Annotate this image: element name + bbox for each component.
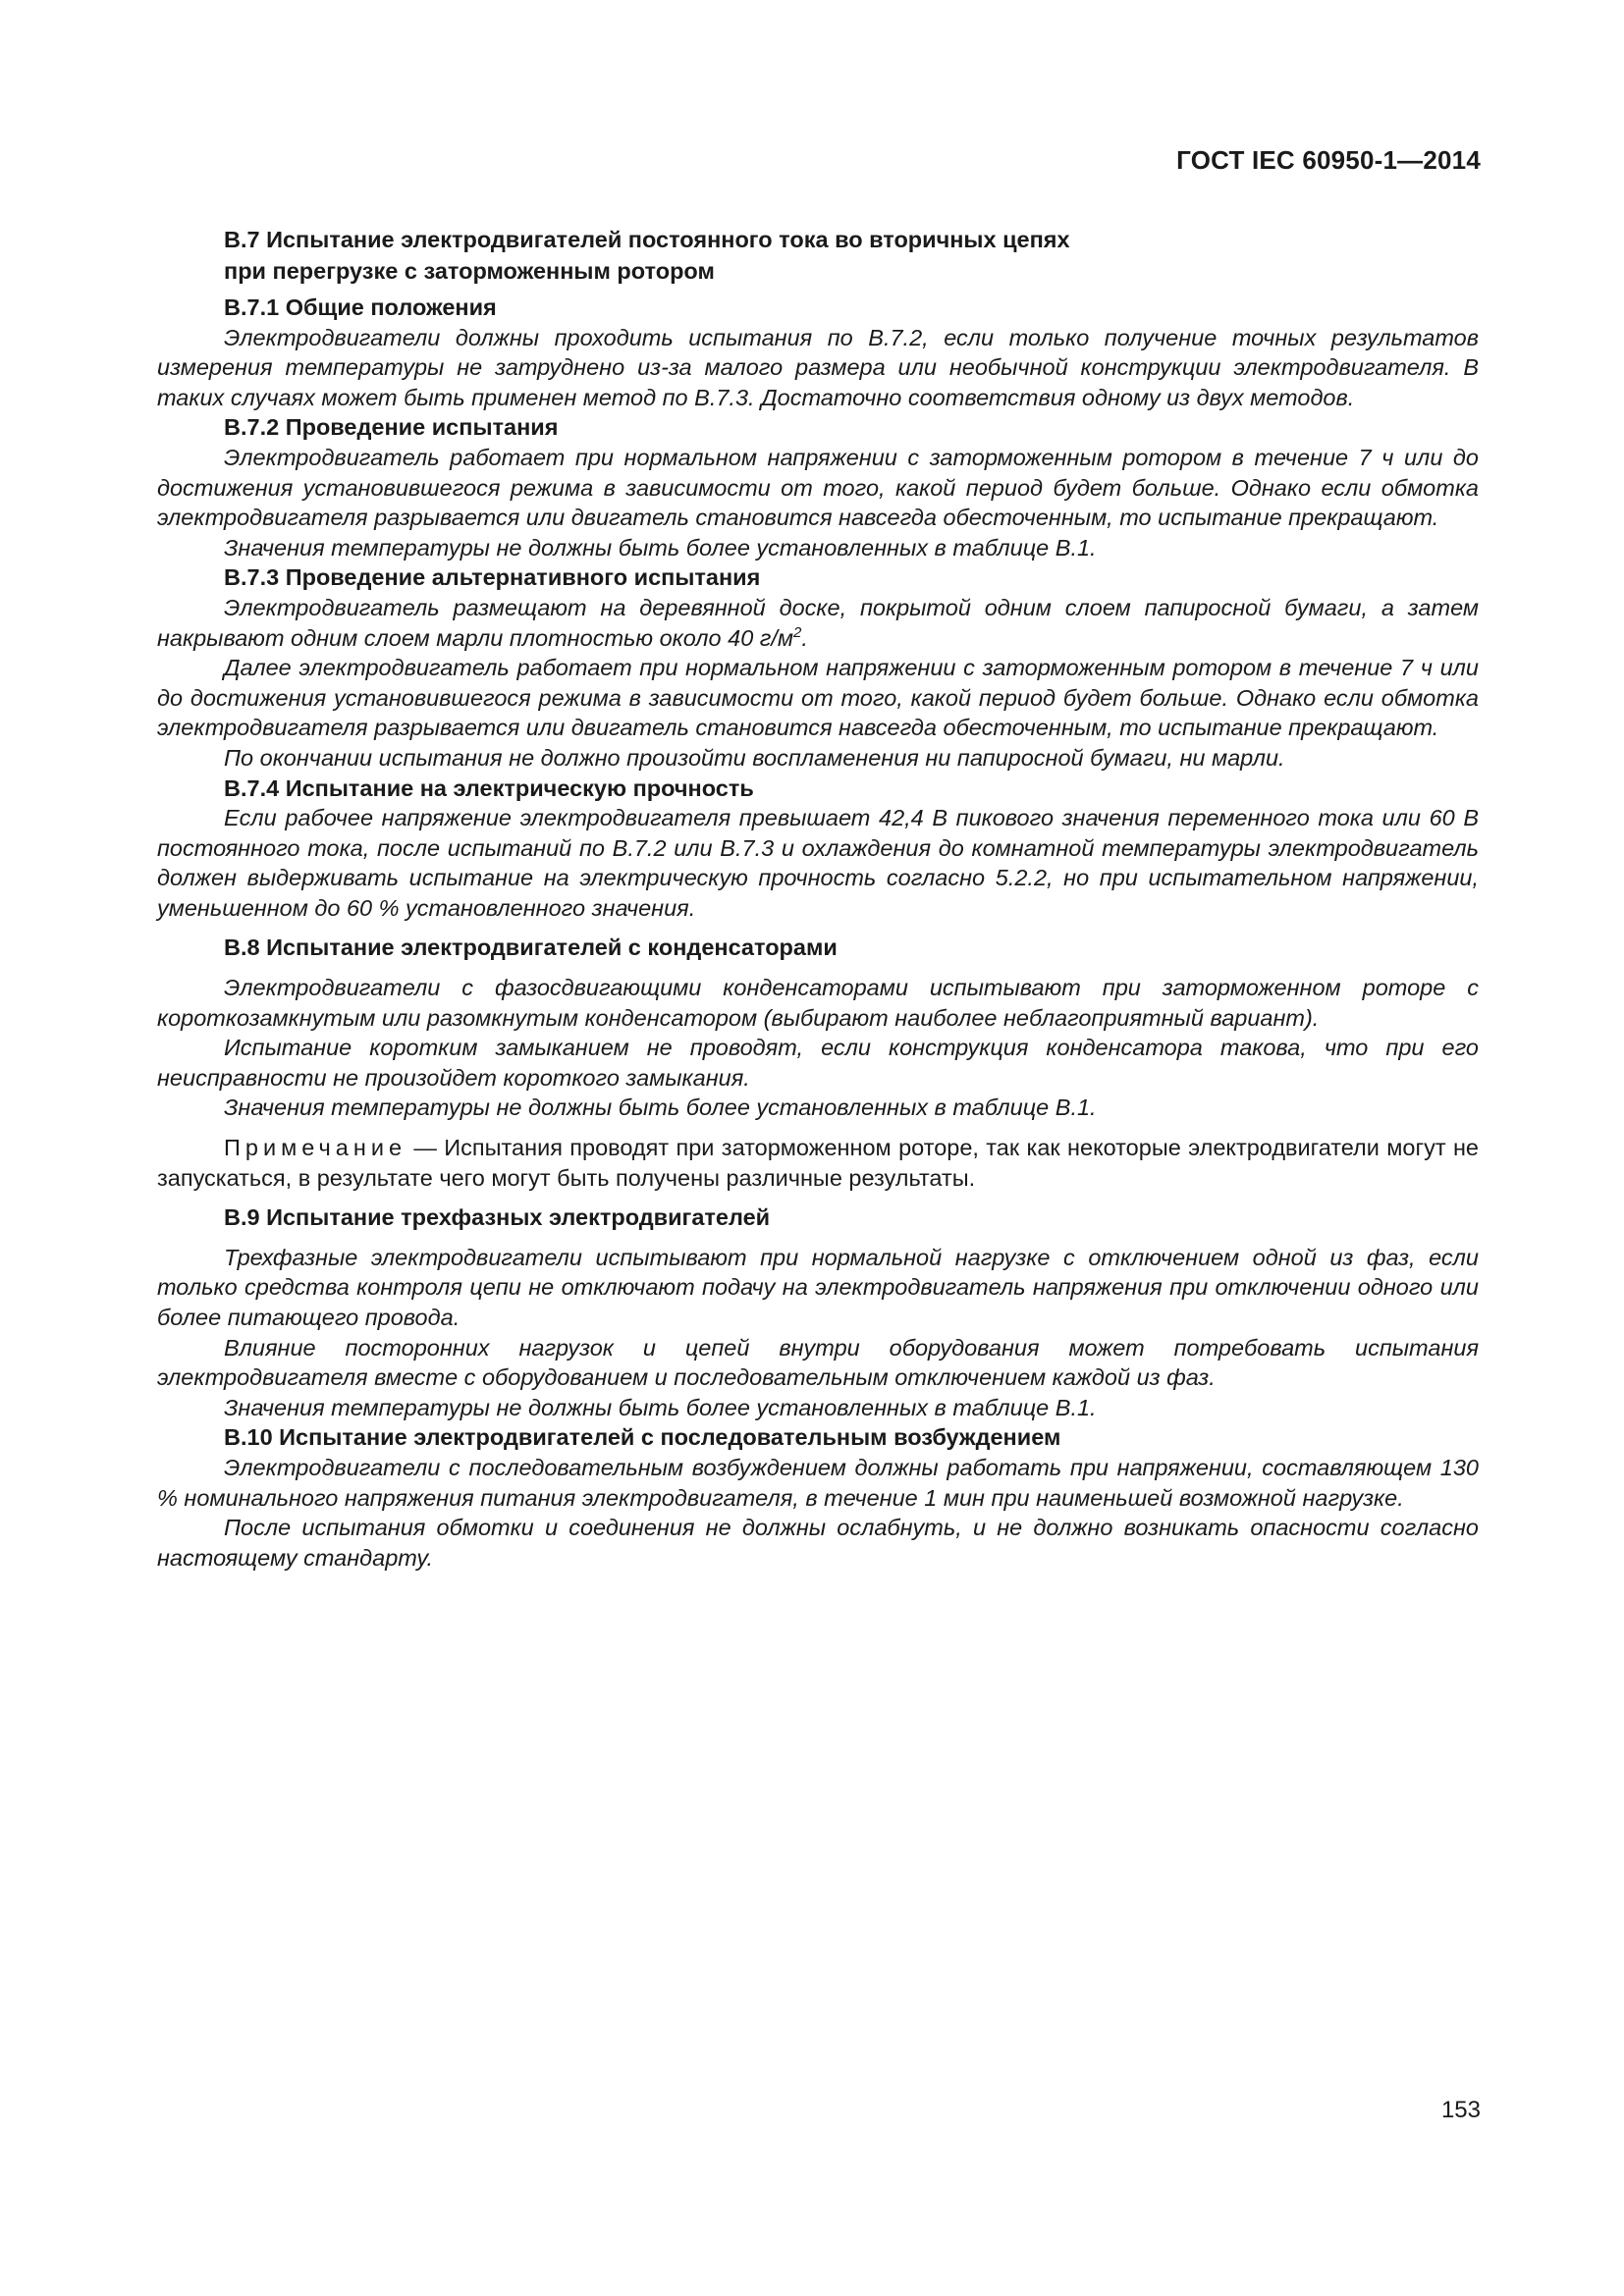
section-b8-paragraph-3: Значения температуры не должны быть более установленных в таблице В.1. <box>224 1095 1097 1121</box>
subsection-b7-3-paragraph-1 <box>157 593 1479 653</box>
section-b9-paragraph-1: Трехфазные электродвигатели испытывают при нормальной нагрузке с отключением одной из фаз, если только средства контроля цепи не отключают подачу на электродвигатель напряжения при отключении одного или более питающего провода. <box>157 1244 1479 1330</box>
section-b10-paragraph-1: Электродвигатели с последовательным возбуждением должны работать при напряжении, составляющем 130 % номинального напряжения питания электродвигателя, в течение 1 мин при наименьшей возможной нагрузке. <box>157 1454 1479 1511</box>
subsection-b7-2-paragraph-1: Электродвигатель работает при нормальном напряжении с заторможенным ротором в течение 7 ч или до достижения установившегося режима в зависимости от того, какой период будет больше. Однако если обмотка электродвигателя разрывается или двигатель становится навсегда обесточенным, то испытание прекращают. <box>157 444 1479 531</box>
section-b9-title: В.9 Испытание трехфазных электродвигателей <box>224 1204 771 1231</box>
page-number: 153 <box>1440 2097 1481 2123</box>
subsection-b7-2-title: В.7.2 Проведение испытания <box>224 414 559 441</box>
section-b8-paragraph-2: Испытание коротким замыканием не проводят, если конструкция конденсатора такова, что при его неисправности не произойдет короткого замыкания. <box>157 1035 1479 1091</box>
note-text: — Испытания проводят при заторможенном роторе, так как некоторые электродвигатели могут не запускаться, в результате чего могут быть получены различные результаты. <box>157 1135 1479 1191</box>
section-b7-title-line1: В.7 Испытание электродвигателей постоянного тока во вторичных цепях <box>224 227 1070 252</box>
document-body <box>157 224 1479 1573</box>
section-b8-note <box>157 1133 1479 1193</box>
section-b7-title <box>224 224 1479 287</box>
subsection-b7-1-title: В.7.1 Общие положения <box>224 294 497 320</box>
section-b7-title-line2: при перегрузке с заторможенным ротором <box>224 258 715 284</box>
paragraph-text: Электродвигатель размещают на деревянной доске, покрытой одним слоем папиросной бумаги, а затем накрывают одним слоем марли плотностью около 40 г/м <box>157 594 1479 651</box>
subsection-b7-1-paragraph-1: Электродвигатели должны проходить испытания по В.7.2, если только получение точных результатов измерения температуры не затруднено из-за малого размера или необычной конструкции электродвигателя. В таких случаях может быть применен метод по В.7.3. Достаточно соответствия одному из двух методов. <box>157 324 1479 410</box>
note-label: Примечание <box>224 1135 407 1161</box>
section-b10-paragraph-2: После испытания обмотки и соединения не должны ослабнуть, и не должно возникать опасности согласно настоящему стандарту. <box>157 1515 1479 1571</box>
subsection-b7-3-paragraph-2: Далее электродвигатель работает при нормальном напряжении с заторможенным ротором в течение 7 ч или до достижения установившегося режима в зависимости от того, какой период будет больше. Однако если обмотка электродвигателя разрывается или двигатель становится навсегда обесточенным, то испытание прекращают. <box>157 655 1479 741</box>
section-b10-title: В.10 Испытание электродвигателей с последовательным возбуждением <box>224 1424 1061 1451</box>
subsection-b7-4-paragraph-1: Если рабочее напряжение электродвигателя превышает 42,4 В пикового значения переменного тока или 60 В постоянного тока, после испытаний по В.7.2 или В.7.3 и охлаждения до комнатной температуры электродвигатель должен выдерживать испытание на электрическую прочность согласно 5.2.2, но при испытательном напряжении, уменьшенном до 60 % установленного значения. <box>157 805 1479 921</box>
subsection-b7-3-paragraph-3: По окончании испытания не должно произойти воспламенения ни папиросной бумаги, ни марли. <box>224 744 1285 771</box>
subsection-b7-2-paragraph-2: Значения температуры не должны быть более установленных в таблице В.1. <box>224 534 1097 561</box>
subsection-b7-3-title: В.7.3 Проведение альтернативного испытания <box>224 564 761 591</box>
document-code: ГОСТ IEC 60950-1—2014 <box>1176 145 1481 175</box>
section-b8-paragraph-1: Электродвигатели с фазосдвигающими конденсаторами испытывают при заторможенном роторе с короткозамкнутым или разомкнутым конденсатором (выбирают наиболее неблагоприятный вариант). <box>157 975 1479 1031</box>
section-b9-paragraph-3: Значения температуры не должны быть более установленных в таблице В.1. <box>224 1394 1097 1420</box>
section-b8-title: В.8 Испытание электродвигателей с конденсаторами <box>224 934 838 961</box>
subsection-b7-4-title: В.7.4 Испытание на электрическую прочность <box>224 774 754 801</box>
section-b9-paragraph-2: Влияние посторонних нагрузок и цепей внутри оборудования может потребовать испытания электродвигателя вместе с оборудованием и последовательным отключением каждой из фаз. <box>157 1334 1479 1391</box>
superscript-exponent: 2 <box>793 623 802 641</box>
paragraph-end: . <box>801 624 808 651</box>
